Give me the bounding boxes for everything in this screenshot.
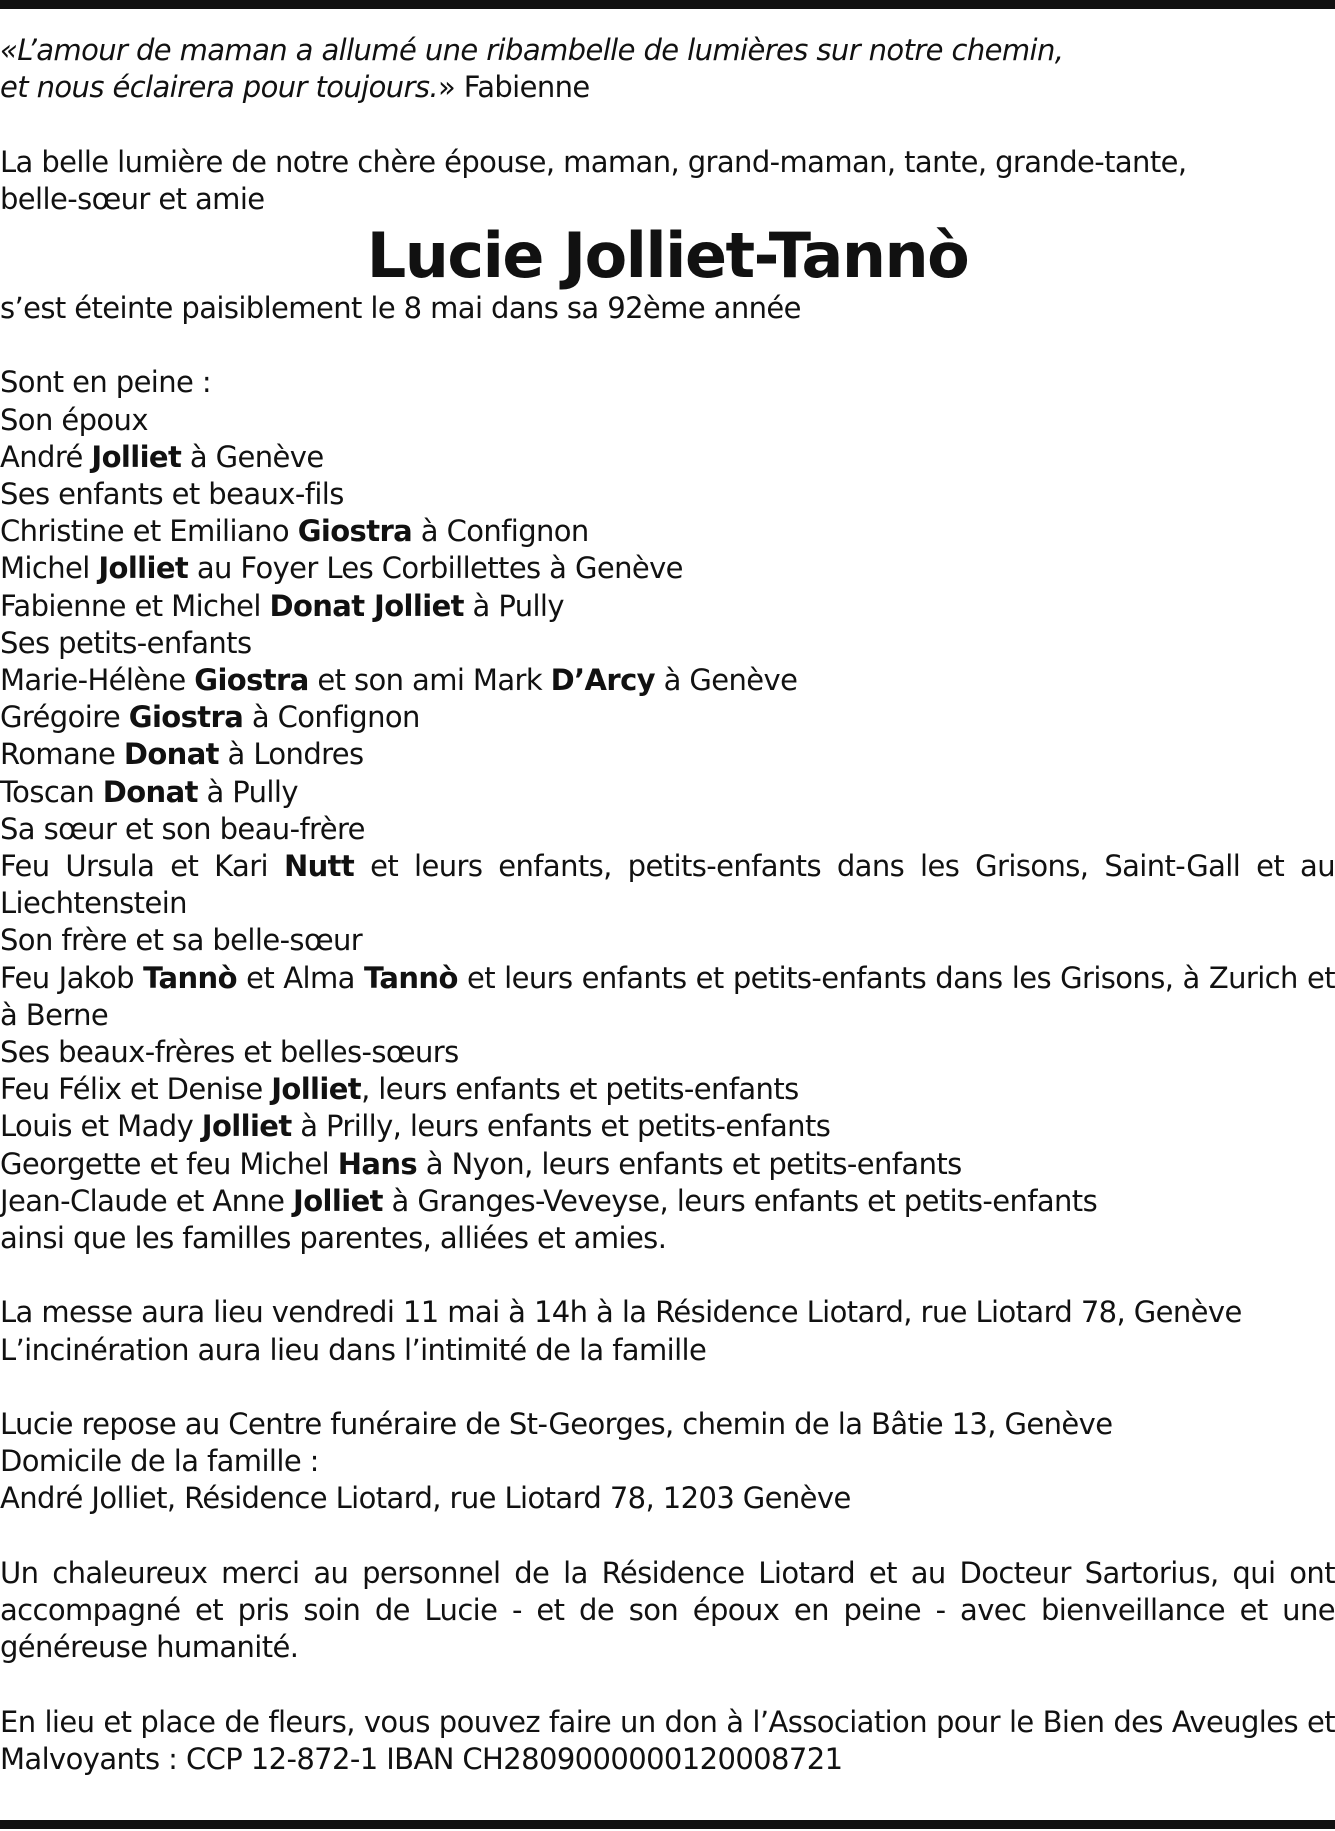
children-heading: Ses enfants et beaux-fils	[0, 477, 344, 511]
thanks-paragraph: Un chaleureux merci au personnel de la Résidence Liotard et au Docteur Sartorius, qui ont accompagné et pris soin de Lucie - et de son époux en peine - avec bienveillance et une généreuse humanité.	[0, 1555, 1335, 1665]
mourner-line: Louis et Mady Jolliet à Prilly, leurs enfants et petits-enfants	[0, 1109, 831, 1144]
intro-line-2: belle-sœur et amie	[0, 181, 265, 216]
top-rule	[0, 0, 1335, 9]
mourner-line: Feu Jakob Tannò et Alma Tannò et leurs enfants et petits-enfants dans les Grisons, à Zurich et à Berne	[0, 960, 1335, 1032]
deceased-name: Lucie Jolliet-Tannò	[366, 219, 969, 292]
grandchildren-heading: Ses petits-enfants	[0, 625, 252, 660]
sister-heading: Sa sœur et son beau-frère	[0, 811, 365, 846]
mourner-line: André Jolliet à Genève	[0, 439, 324, 474]
epigraph-line-2	[0, 69, 1335, 106]
mourner-line: Grégoire Giostra à Confignon	[0, 700, 420, 735]
mourner-line: Romane Donat à Londres	[0, 737, 364, 772]
mourners-heading: Sont en peine :	[0, 365, 212, 400]
mourner-line: Marie-Hélène Giostra et son ami Mark D’Arcy à Genève	[0, 663, 798, 698]
mass-info: La messe aura lieu vendredi 11 mai à 14h à la Résidence Liotard, rue Liotard 78, Genève	[0, 1295, 1242, 1330]
donation-paragraph: En lieu et place de fleurs, vous pouvez faire un don à l’Association pour le Bien des Aveugles et Malvoyants : CCP 12-872-1 IBAN CH2809000000120008721	[0, 1704, 1335, 1776]
mourners-closing: ainsi que les familles parentes, alliées et amies.	[0, 1221, 667, 1256]
bottom-rule	[0, 1820, 1335, 1829]
domicile-label: Domicile de la famille :	[0, 1444, 319, 1479]
rests-at-info: Lucie repose au Centre funéraire de St-Georges, chemin de la Bâtie 13, Genève	[0, 1407, 1113, 1442]
death-notice: s’est éteinte paisiblement le 8 mai dans sa 92ème année	[0, 291, 801, 325]
mourner-line: Michel Jolliet au Foyer Les Corbillettes à Genève	[0, 551, 683, 586]
epigraph-italic: et nous éclairera pour toujours.	[0, 70, 439, 105]
mourner-line: Christine et Emiliano Giostra à Confignon	[0, 514, 589, 549]
epigraph-line-1: «L’amour de maman a allumé une ribambelle de lumières sur notre chemin,	[0, 33, 1064, 67]
mourner-line: Jean-Claude et Anne Jolliet à Granges-Veveyse, leurs enfants et petits-enfants	[0, 1183, 1098, 1218]
cremation-info: L’incinération aura lieu dans l’intimité de la famille	[0, 1332, 707, 1367]
in-laws-heading: Ses beaux-frères et belles-sœurs	[0, 1035, 459, 1070]
mourner-line: Feu Ursula et Kari Nutt et leurs enfants, petits-enfants dans les Grisons, Saint-Gall et au Liechtenstein	[0, 849, 1335, 921]
spouse-heading: Son époux	[0, 402, 148, 437]
brother-heading: Son frère et sa belle-sœur	[0, 923, 363, 958]
mourner-line: Feu Félix et Denise Jolliet, leurs enfants et petits-enfants	[0, 1072, 799, 1107]
mourner-line: Toscan Donat à Pully	[0, 774, 298, 809]
domicile-address: André Jolliet, Résidence Liotard, rue Liotard 78, 1203 Genève	[0, 1481, 851, 1516]
mourner-line: Fabienne et Michel Donat Jolliet à Pully	[0, 588, 564, 623]
epigraph-signature: » Fabienne	[438, 70, 590, 105]
obituary-notice	[0, 32, 1335, 1778]
mourner-line: Georgette et feu Michel Hans à Nyon, leurs enfants et petits-enfants	[0, 1146, 962, 1181]
intro-line-1: La belle lumière de notre chère épouse, maman, grand-maman, tante, grande-tante,	[0, 144, 1187, 179]
